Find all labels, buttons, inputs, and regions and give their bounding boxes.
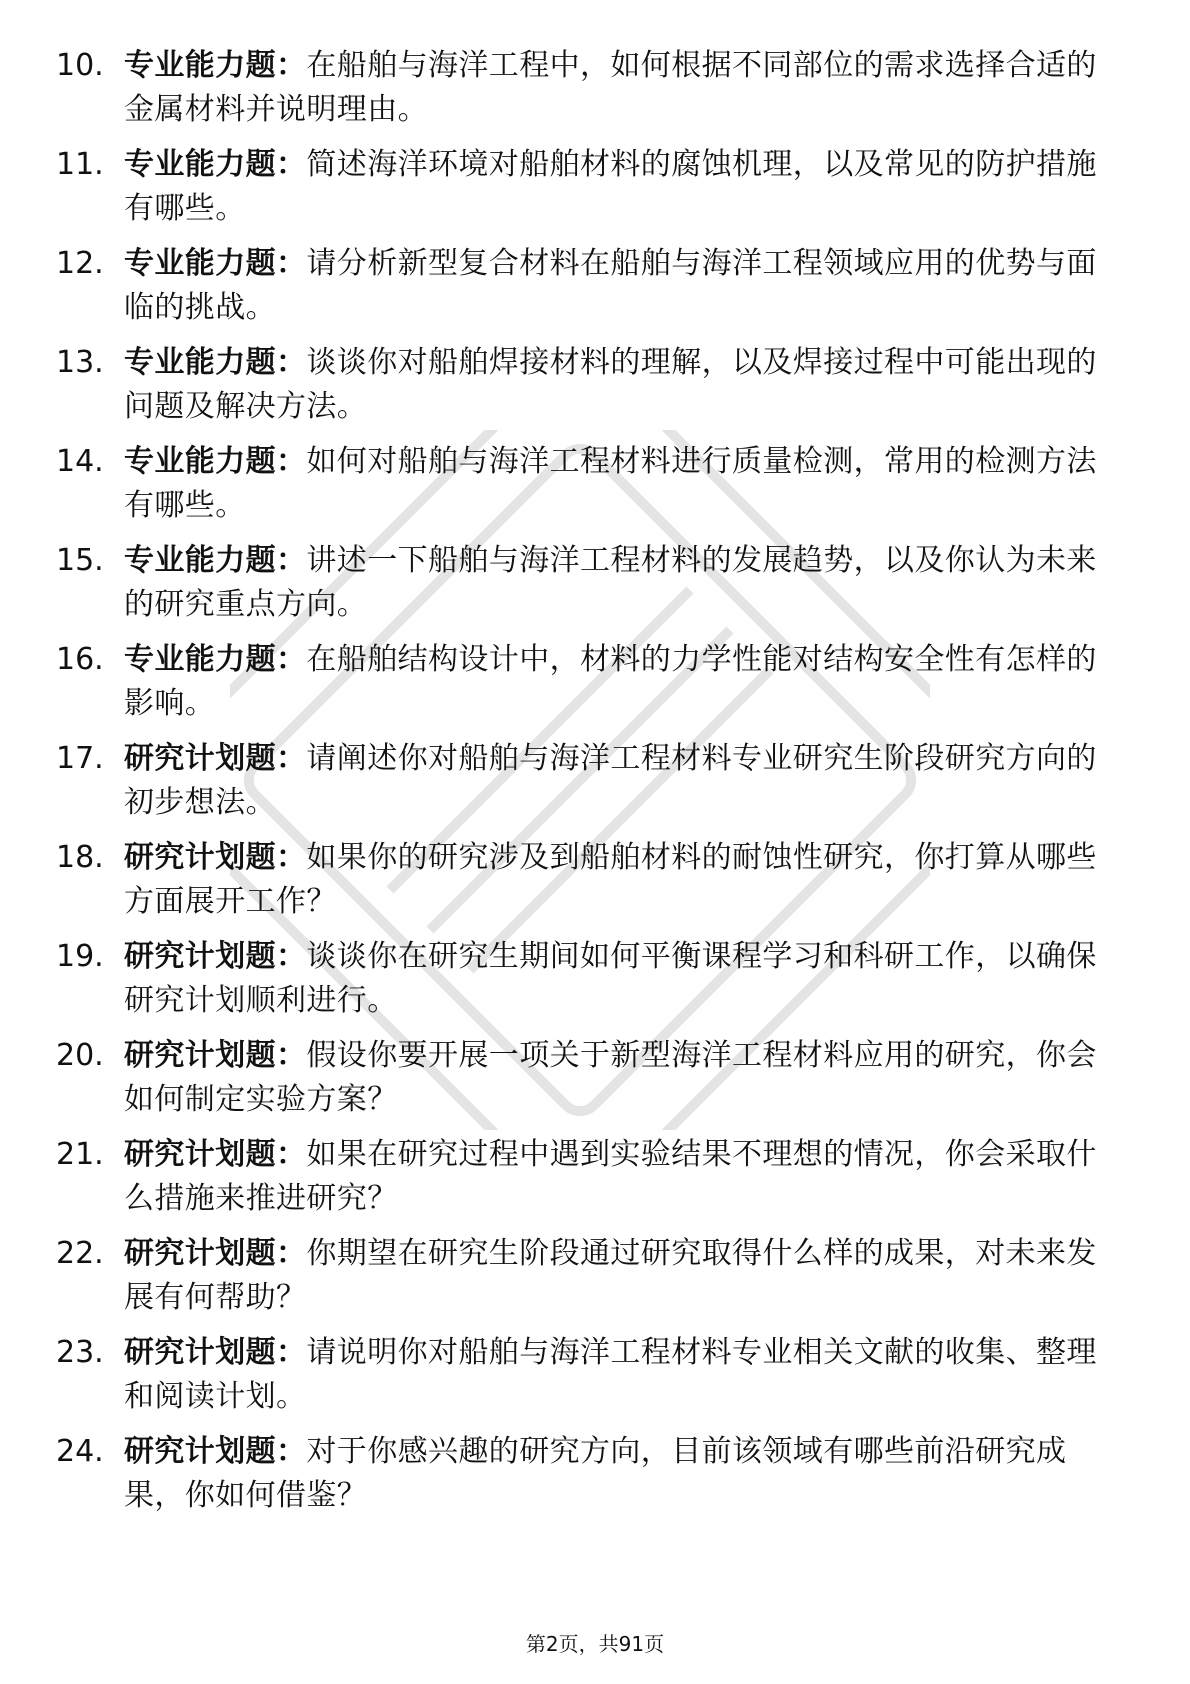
question-body [124,638,1104,726]
question-category: 专业能力题： [124,444,307,479]
question-number: 10. [56,48,104,83]
question-number: 21. [56,1137,104,1172]
question-category: 专业能力题： [124,48,307,83]
question-category: 研究计划题： [124,1434,307,1469]
question-item-12 [0,242,1190,342]
question-number: 17. [56,741,104,776]
question-item-20 [0,1034,1190,1134]
question-number: 23. [56,1335,104,1370]
question-text: 谈谈你在研究生期间如何平衡课程学习和科研工作，以确保研究计划顺利进行。 [124,939,1097,1018]
question-category: 研究计划题： [124,741,307,776]
question-body [124,1331,1104,1419]
question-category: 研究计划题： [124,840,307,875]
question-category: 专业能力题： [124,345,307,380]
question-number: 16. [56,642,104,677]
question-body [124,143,1104,231]
question-number: 22. [56,1236,104,1271]
question-text: 假设你要开展一项关于新型海洋工程材料应用的研究，你会如何制定实验方案？ [124,1038,1097,1117]
question-body [124,1133,1104,1221]
question-text: 在船舶与海洋工程中，如何根据不同部位的需求选择合适的金属材料并说明理由。 [124,48,1097,127]
question-item-16 [0,638,1190,738]
question-number: 20. [56,1038,104,1073]
question-number: 24. [56,1434,104,1469]
question-item-23 [0,1331,1190,1431]
question-text: 如果在研究过程中遇到实验结果不理想的情况，你会采取什么措施来推进研究？ [124,1137,1097,1216]
question-text: 请分析新型复合材料在船舶与海洋工程领域应用的优势与面临的挑战。 [124,246,1097,325]
question-category: 专业能力题： [124,246,307,281]
question-body [124,935,1104,1023]
question-item-11 [0,143,1190,243]
question-number: 15. [56,543,104,578]
question-number: 18. [56,840,104,875]
question-item-13 [0,341,1190,441]
question-text: 如果你的研究涉及到船舶材料的耐蚀性研究，你打算从哪些方面展开工作？ [124,840,1097,919]
question-item-15 [0,539,1190,639]
question-category: 研究计划题： [124,1335,307,1370]
question-body [124,737,1104,825]
question-category: 专业能力题： [124,642,307,677]
question-item-17 [0,737,1190,837]
question-body [124,44,1104,132]
question-number: 14. [56,444,104,479]
question-body [124,539,1104,627]
question-number: 11. [56,147,104,182]
question-text: 如何对船舶与海洋工程材料进行质量检测，常用的检测方法有哪些。 [124,444,1097,523]
question-text: 简述海洋环境对船舶材料的腐蚀机理，以及常见的防护措施有哪些。 [124,147,1097,226]
question-category: 研究计划题： [124,1236,307,1271]
question-text: 你期望在研究生阶段通过研究取得什么样的成果，对未来发展有何帮助？ [124,1236,1097,1315]
question-item-22 [0,1232,1190,1332]
question-text: 对于你感兴趣的研究方向，目前该领域有哪些前沿研究成果，你如何借鉴？ [124,1434,1067,1513]
question-text: 请阐述你对船舶与海洋工程材料专业研究生阶段研究方向的初步想法。 [124,741,1097,820]
question-body [124,1232,1104,1320]
question-item-10 [0,44,1190,144]
question-item-21 [0,1133,1190,1233]
question-item-18 [0,836,1190,936]
question-body [124,1430,1104,1518]
question-category: 研究计划题： [124,1038,307,1073]
question-category: 专业能力题： [124,543,307,578]
question-number: 19. [56,939,104,974]
question-item-14 [0,440,1190,540]
question-category: 研究计划题： [124,939,307,974]
question-number: 13. [56,345,104,380]
question-body [124,440,1104,528]
question-body [124,1034,1104,1122]
question-item-19 [0,935,1190,1035]
page-number: 第2页，共91页 [525,1632,665,1656]
question-category: 专业能力题： [124,147,307,182]
question-item-24 [0,1430,1190,1530]
question-body [124,836,1104,924]
question-text: 谈谈你对船舶焊接材料的理解，以及焊接过程中可能出现的问题及解决方法。 [124,345,1097,424]
question-text: 在船舶结构设计中，材料的力学性能对结构安全性有怎样的影响。 [124,642,1097,721]
question-body [124,341,1104,429]
question-text: 讲述一下船舶与海洋工程材料的发展趋势，以及你认为未来的研究重点方向。 [124,543,1097,622]
question-body [124,242,1104,330]
question-text: 请说明你对船舶与海洋工程材料专业相关文献的收集、整理和阅读计划。 [124,1335,1097,1414]
question-number: 12. [56,246,104,281]
question-category: 研究计划题： [124,1137,307,1172]
